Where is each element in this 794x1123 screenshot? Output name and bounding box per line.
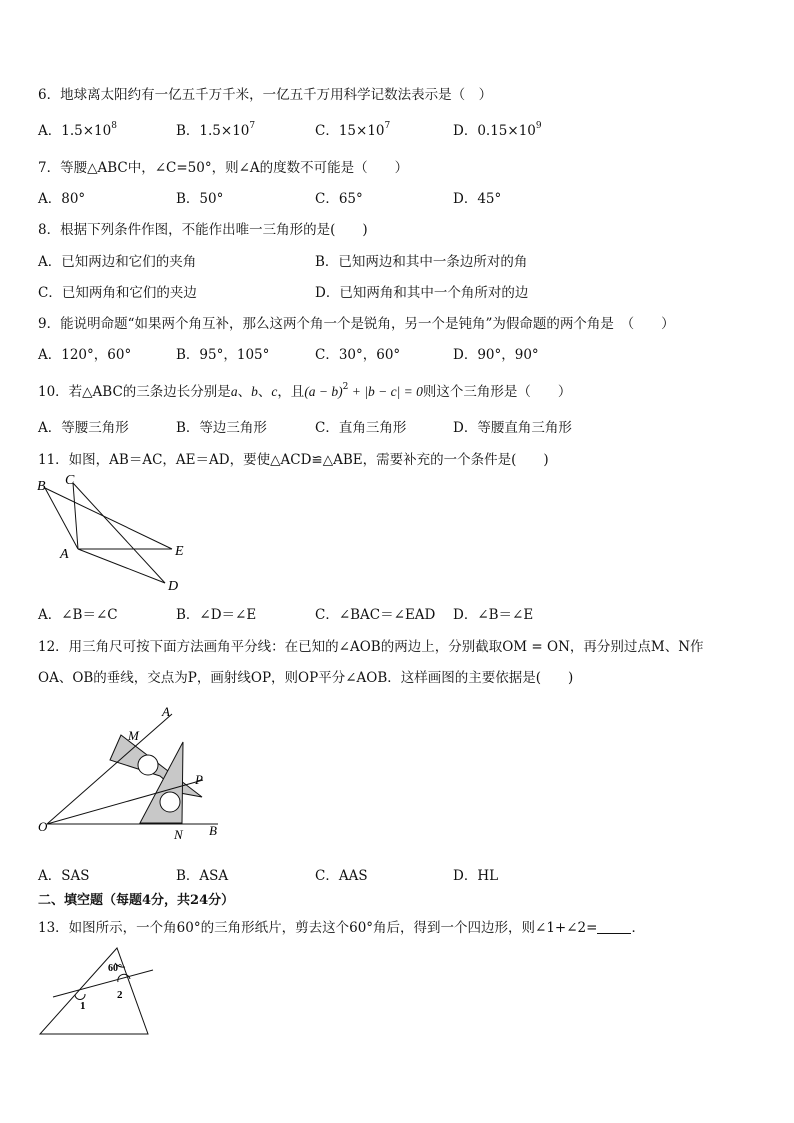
q11-label-b: B <box>37 479 46 494</box>
q9-option-a: A．120°，60° <box>38 347 132 363</box>
question-12-stem-line1: 12．用三角尺可按下面方法画角平分线：在已知的∠AOB的两边上，分别截取OM = ON，再分别过点M、N作 <box>38 639 704 655</box>
q7-option-c: C．65° <box>315 191 363 207</box>
question-10-stem: 10．若△ABC的三条边长分别是a、b、c，且$(a - b)^2 + |b - c| = 0$则这个三角形是（ ） <box>38 382 572 400</box>
q7-option-d: D．45° <box>453 191 502 207</box>
q9-option-c: C．30°，60° <box>315 347 401 363</box>
q10-expression: (a − b) <box>304 384 343 399</box>
q13-label-60: 60° <box>108 963 122 974</box>
q12-option-d: D．HL <box>453 868 499 884</box>
question-7-stem: 7．等腰△ABC中，∠C=50°，则∠A的度数不可能是（ ） <box>38 160 409 176</box>
q6-option-a: A．$1.5\times 10^8$ <box>38 121 117 139</box>
q12-label-n: N <box>174 827 183 842</box>
q7-option-b: B．50° <box>176 191 224 207</box>
q11-option-d: D．∠B＝∠E <box>453 607 534 623</box>
q11-label-d: D <box>168 579 179 594</box>
question-13-stem: 13．如图所示，一个角60°的三角形纸片，剪去这个60°角后，得到一个四边形，则∠1+∠2= ． <box>38 920 645 936</box>
q12-label-b: B <box>209 823 217 838</box>
q12-option-a: A．SAS <box>38 868 90 884</box>
q11-option-c: C．∠BAC＝∠EAD <box>315 607 436 623</box>
q10-option-c: C．直角三角形 <box>315 420 407 436</box>
q12-figure <box>35 700 235 845</box>
q11-option-a: A．∠B＝∠C <box>38 607 118 623</box>
q11-figure <box>30 470 200 595</box>
q13-label-2: 2 <box>117 989 123 1001</box>
q13-figure <box>35 945 160 1040</box>
q8-option-b: B．已知两边和其中一条边所对的角 <box>315 254 528 270</box>
q9-option-b: B．95°，105° <box>176 347 270 363</box>
q8-option-d: D．已知两角和其中一个角所对的边 <box>315 285 529 301</box>
question-6-stem: 6．地球离太阳约有一亿五千万千米，一亿五千万用科学记数法表示是（ ） <box>38 87 493 103</box>
q7-option-a: A．80° <box>38 191 86 207</box>
q12-option-b: B．ASA <box>176 868 229 884</box>
q8-option-a: A．已知两边和它们的夹角 <box>38 254 197 270</box>
q11-option-b: B．∠D＝∠E <box>176 607 257 623</box>
q10-option-d: D．等腰直角三角形 <box>453 420 572 436</box>
q11-label-a: A <box>60 547 69 562</box>
q12-option-c: C．AAS <box>315 868 368 884</box>
section-2-heading: 二、填空题（每题4分，共24分） <box>38 893 235 908</box>
question-9-stem: 9．能说明命题“如果两个角互补，那么这两个角一个是锐角，另一个是钝角”为假命题的两个角是 （ ） <box>38 316 675 332</box>
q13-answer-blank <box>597 921 631 934</box>
q12-label-m: M <box>128 728 139 743</box>
q11-label-c: C <box>65 473 75 488</box>
q11-label-e: E <box>175 544 184 559</box>
q13-label-1: 1 <box>80 1000 86 1012</box>
q10-option-b: B．等边三角形 <box>176 420 267 436</box>
q9-option-d: D．90°，90° <box>453 347 539 363</box>
question-8-stem: 8．根据下列条件作图，不能作出唯一三角形的是( ) <box>38 222 368 238</box>
q10-option-a: A．等腰三角形 <box>38 420 129 436</box>
q12-label-a: A <box>162 704 170 719</box>
q12-label-p: P <box>195 772 203 787</box>
q6-option-c: C．$15\times 10^7$ <box>315 121 391 139</box>
q8-option-c: C．已知两角和它们的夹边 <box>38 285 197 301</box>
question-11-stem: 11．如图，AB＝AC，AE＝AD，要使△ACD≌△ABE，需要补充的一个条件是( ) <box>38 452 549 468</box>
question-12-stem-line2: OA、OB的垂线，交点为P，画射线OP，则OP平分∠AOB．这样画图的主要依据是( ) <box>38 670 574 686</box>
q6-option-b: B．$1.5\times 10^7$ <box>176 121 256 139</box>
q6-option-d: D．$0.15\times 10^9$ <box>453 121 542 139</box>
q12-label-o: O <box>38 819 48 834</box>
